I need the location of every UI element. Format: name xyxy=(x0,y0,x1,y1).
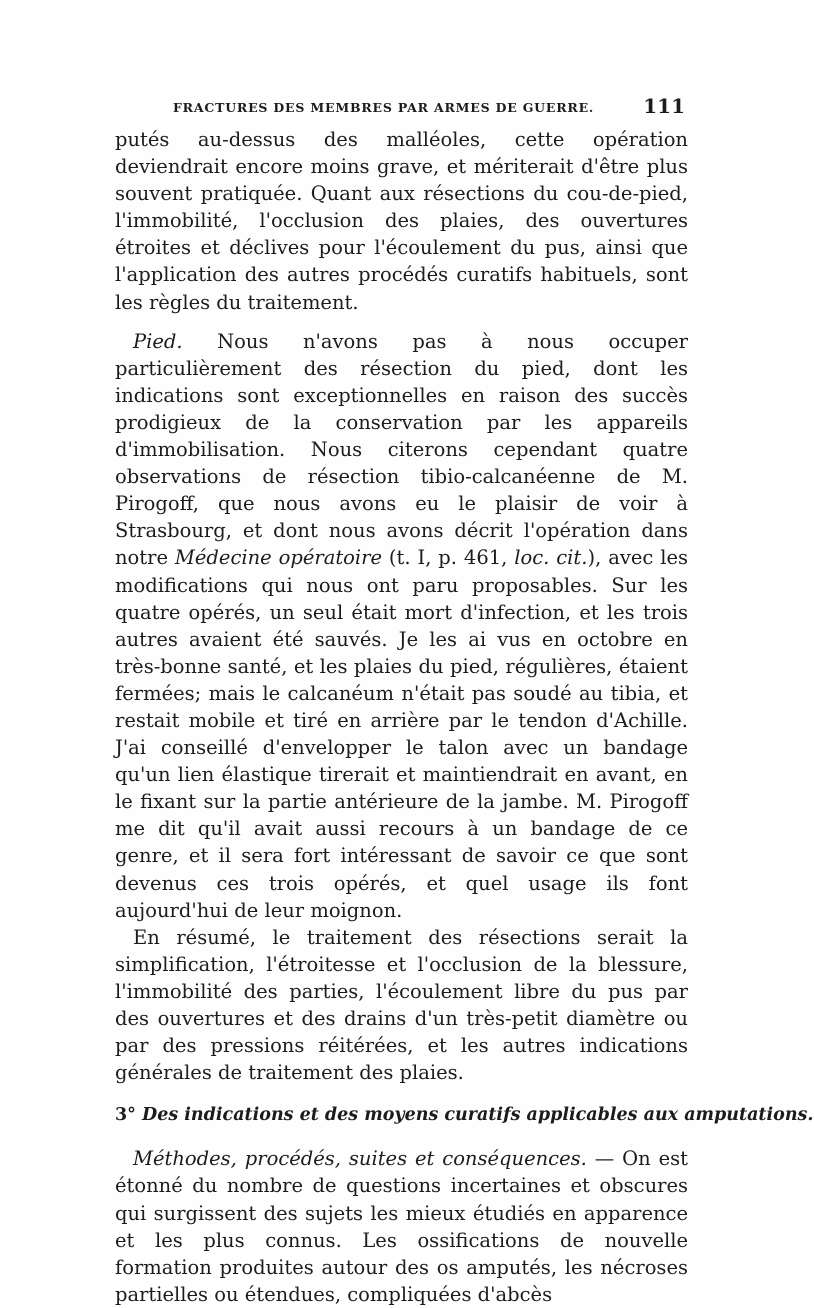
book-title: Médecine opératoire xyxy=(174,546,383,570)
paragraph-lead: Pied. xyxy=(133,329,183,353)
section-number: 3° xyxy=(115,1105,136,1126)
citation-text: (t. I, p. 461, xyxy=(382,546,515,570)
paragraph-pied xyxy=(115,328,688,924)
paragraph-text: En résumé, le traitement des résections serait la simplification, l'étroitesse et l'occlusion de la blessure, l'immobilité des parties, l'écoulement libre du pus par des ouvertures et des drains d'un très-petit diamètre ou par des pressions réitérées, et les autres indications générales de traitement des plaies. xyxy=(115,925,688,1085)
page-number: 111 xyxy=(643,94,685,118)
paragraph-text: Nous n'avons pas à nous occuper particulièrement des résection du pied, dont les indications sont exceptionnelles en raison des succès prodigieux de la conservation par les appareils d'immobilisation. Nous citerons cependant quatre observations de résection tibio-calcanéenne de M. Pirogoff, que nous avons eu le plaisir de voir à Strasbourg, et dont nous avons décrit l'opération dans notre xyxy=(115,329,688,570)
subsection-lead: Méthodes, procédés, suites et conséquences. xyxy=(133,1147,587,1171)
paragraph-text: putés au-dessus des malléoles, cette opération deviendrait encore moins grave, et mériterait d'être plus souvent pratiquée. Quant aux résections du cou-de-pied, l'immobilité, l'occlusion des plaies, des ouvertures étroites et déclives pour l'écoulement du pus, ainsi que l'application des autres procédés curatifs habituels, sont les règles du traitement. xyxy=(115,128,688,314)
paragraph-continuation xyxy=(115,126,688,316)
section-heading xyxy=(115,1102,814,1129)
paragraph-methods xyxy=(115,1145,688,1308)
paragraph-text: — On est étonné du nombre de questions incertaines et obscures qui surgissent des sujets les mieux étudiés en apparence et les plus connus. Les ossifications de nouvelle formation produites autour des os amputés, les nécroses partielles ou étendues, compliquées d'abcès xyxy=(115,1147,688,1306)
paragraph-summary xyxy=(115,924,688,1087)
paragraph-text-continued: ), avec les modifications qui nous ont paru proposables. Sur les quatre opérés, un seul était mort d'infection, et les trois autres avaient été sauvés. Je les ai vus en octobre en très-bonne santé, et les plaies du pied, régulières, étaient fermées; mais le calcanéum n'était pas soudé au tibia, et restait mobile et tiré en arrière par le tendon d'Achille. J'ai conseillé d'envelopper le talon avec un bandage qu'un lien élastique tirerait et maintiendrait en avant, en le fixant sur la partie antérieure de la jambe. M. Pirogoff me dit qu'il avait aussi recours à un bandage de ce genre, et il sera fort intéressant de savoir ce que sont devenus ces trois opérés, et quel usage ils font aujourd'hui de leur moignon. xyxy=(115,546,688,922)
page-header xyxy=(115,94,685,124)
body-text xyxy=(115,126,814,1308)
citation-italic: loc. cit. xyxy=(514,546,588,570)
running-title: FRACTURES DES MEMBRES PAR ARMES DE GUERRE. xyxy=(173,100,595,115)
section-title: Des indications et des moyens curatifs applicables aux amputations. xyxy=(142,1105,814,1126)
